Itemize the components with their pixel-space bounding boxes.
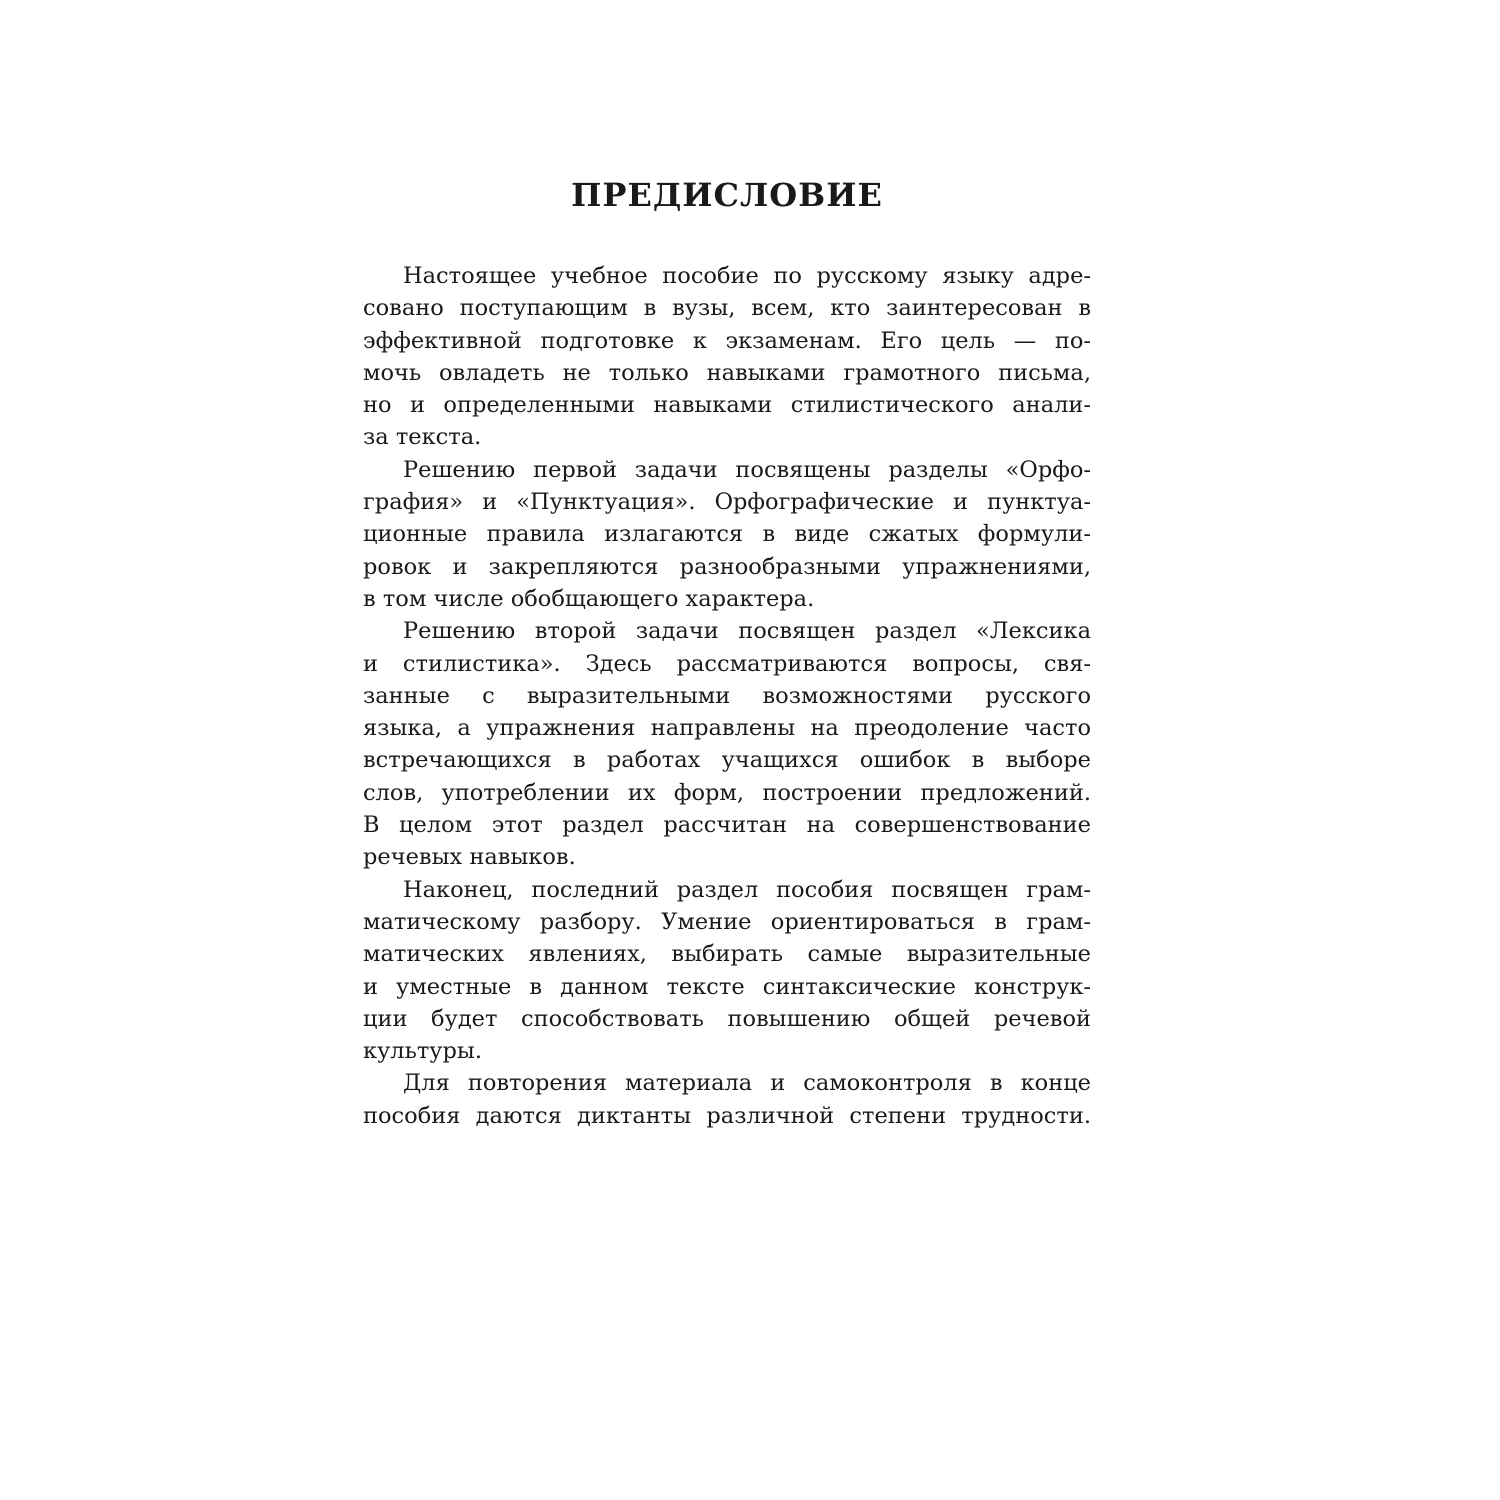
text-line: Для повторения материала и самоконтроля в конце [403,1070,1091,1097]
text-line: пособия даются диктанты различной степени трудности. [363,1102,1091,1129]
text-line: занные с выразительными возможностями русского [363,682,1091,709]
book-page [363,0,1091,1500]
text-line: графия» и «Пунктуация». Орфографические и пунктуа- [363,489,1091,516]
text-line: Решению второй задачи посвящен раздел «Лексика [403,618,1091,645]
page-title: ПРЕДИСЛОВИЕ [571,176,883,214]
paragraph-4 [363,874,1091,1068]
text-line: ровок и закрепляются разнообразными упражнениями, [363,553,1091,580]
paragraph-3 [363,615,1091,873]
text-line: ции будет способствовать повышению общей речевой [363,1005,1091,1032]
text-line: за текста. [363,424,482,451]
paragraph-2 [363,454,1091,615]
paragraph-5 [363,1067,1091,1132]
text-line: ционные правила излагаются в виде сжатых формули- [363,521,1091,548]
text-line: речевых навыков. [363,844,576,871]
text-line: слов, употреблении их форм, построении предложений. [363,779,1091,806]
paragraph-1 [363,260,1091,454]
text-line: но и определенными навыками стилистического анали- [363,392,1091,419]
text-line: языка, а упражнения направлены на преодоление часто [363,715,1091,742]
text-line: матических явлениях, выбирать самые выразительные [363,941,1091,968]
text-line: встречающихся в работах учащихся ошибок в выборе [363,747,1091,774]
text-line: Наконец, последний раздел пособия посвящен грам- [403,876,1091,903]
text-line: мочь овладеть не только навыками грамотного письма, [363,359,1091,386]
text-line: совано поступающим в вузы, всем, кто заинтересован в [363,295,1091,322]
text-line: эффективной подготовке к экзаменам. Его цель — по- [363,327,1091,354]
preface-body [363,260,1091,1132]
text-line: культуры. [363,1038,482,1065]
text-line: В целом этот раздел рассчитан на совершенствование [363,812,1091,839]
text-line: Настоящее учебное пособие по русскому языку адре- [403,263,1091,289]
text-line: Решению первой задачи посвящены разделы «Орфо- [403,456,1091,483]
text-line: и стилистика». Здесь рассматриваются вопросы, свя- [363,650,1091,677]
text-line: матическому разбору. Умение ориентироваться в грам- [363,908,1091,935]
text-line: и уместные в данном тексте синтаксические конструк- [363,973,1091,1000]
text-line: в том числе обобщающего характера. [363,585,815,612]
